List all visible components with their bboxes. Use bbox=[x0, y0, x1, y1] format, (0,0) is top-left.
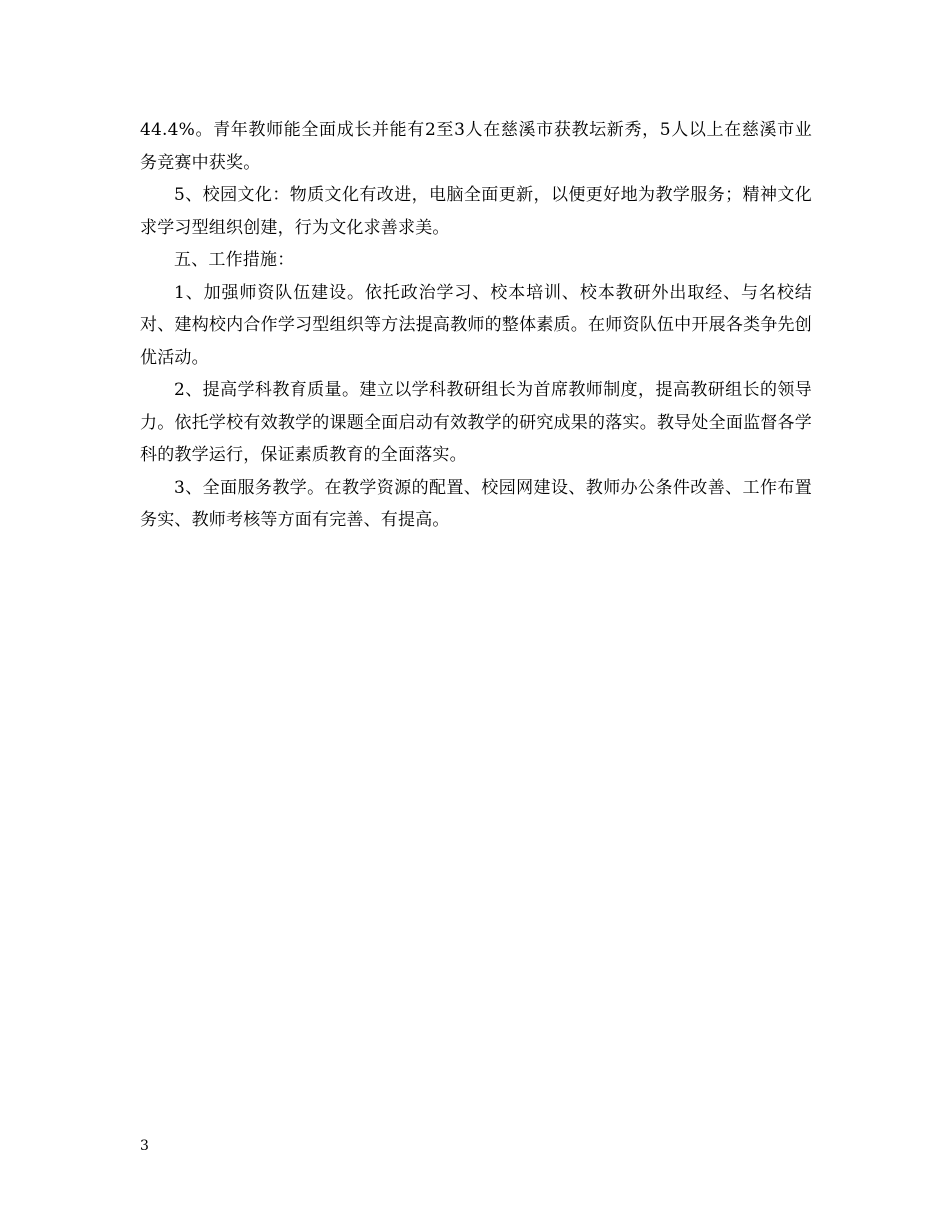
paragraph-teacher-team: 1、加强师资队伍建设。依托政治学习、校本培训、校本教研外出取经、与名校结对、建构校内合作学习型组织等方法提高教师的整体素质。在师资队伍中开展各类争先创优活动。 bbox=[140, 282, 812, 368]
paragraph-education-quality: 2、提高学科教育质量。建立以学科教研组长为首席教师制度，提高教研组长的领导力。依托学校有效教学的课题全面启动有效教学的研究成果的落实。教导处全面监督各学科的教学运行，保证素质教育的全面落实。 bbox=[140, 380, 812, 465]
document-body bbox=[140, 114, 812, 537]
paragraph-service-teaching: 3、全面服务教学。在教学资源的配置、校园网建设、教师办公条件改善、工作布置务实、教师考核等方面有完善、有提高。 bbox=[140, 477, 812, 530]
section-heading-work-measures: 五、工作措施： bbox=[174, 250, 295, 270]
paragraph-campus-culture: 5、校园文化：物质文化有改进，电脑全面更新，以便更好地为教学服务；精神文化求学习型组织创建，行为文化求善求美。 bbox=[140, 185, 812, 238]
page-number: 3 bbox=[140, 1138, 149, 1154]
paragraph-continuation: 44.4%。青年教师能全面成长并能有2至3人在慈溪市获教坛新秀，5人以上在慈溪市业务竞赛中获奖。 bbox=[140, 120, 812, 173]
